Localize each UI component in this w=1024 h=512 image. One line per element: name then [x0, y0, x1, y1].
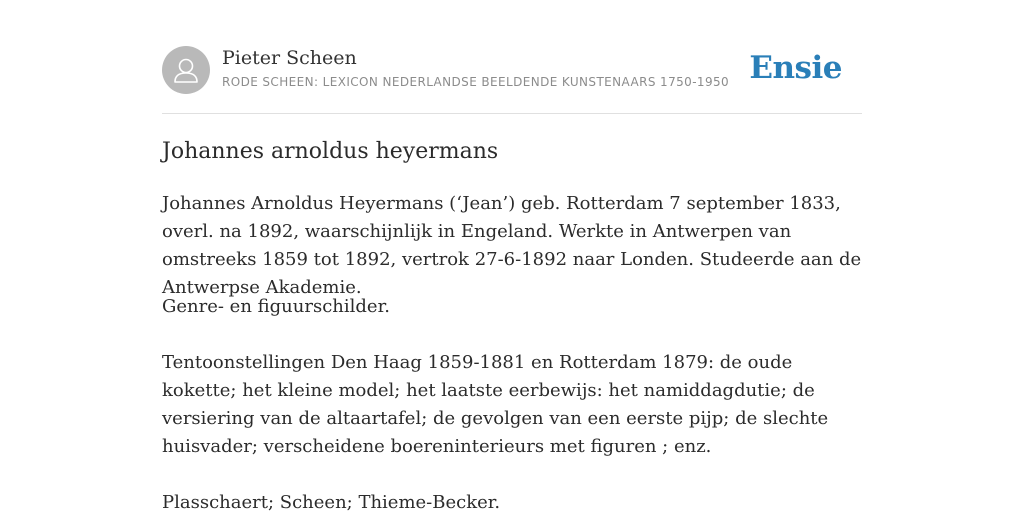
user-icon — [172, 55, 200, 85]
author-name[interactable]: Pieter Scheen — [222, 47, 357, 69]
article-paragraph-exhibitions: Tentoonstellingen Den Haag 1859-1881 en Rotterdam 1879: de oude kokette; het kleine model; het laatste eerbewijs: het namiddagdutie; de versiering van de altaartafel; de gevolgen van een eerste pijp; de slechte huisvader; verscheidene boereninterieurs met figuren ; enz. — [162, 352, 829, 457]
article-title: Johannes arnoldus heyermans — [162, 139, 499, 164]
avatar[interactable] — [162, 46, 210, 94]
ensie-logo[interactable]: Ensie — [749, 50, 842, 86]
header — [162, 46, 862, 114]
article-paragraph-genre: Genre- en figuurschilder. — [162, 296, 390, 317]
article-paragraph-biography: Johannes Arnoldus Heyermans (‘Jean’) geb. Rotterdam 7 september 1833, overl. na 1892, waarschijnlijk in Engeland. Werkte in Antwerpen van omstreeks 1859 tot 1892, vertrok 27-6-1892 naar Londen. Studeerde aan de Antwerpse Akademie. — [162, 193, 862, 298]
article-paragraph-sources: Plasschaert; Scheen; Thieme-Becker. — [162, 492, 501, 512]
source-title[interactable]: RODE SCHEEN: LEXICON NEDERLANDSE BEELDENDE KUNSTENAARS 1750-1950 — [222, 75, 730, 89]
